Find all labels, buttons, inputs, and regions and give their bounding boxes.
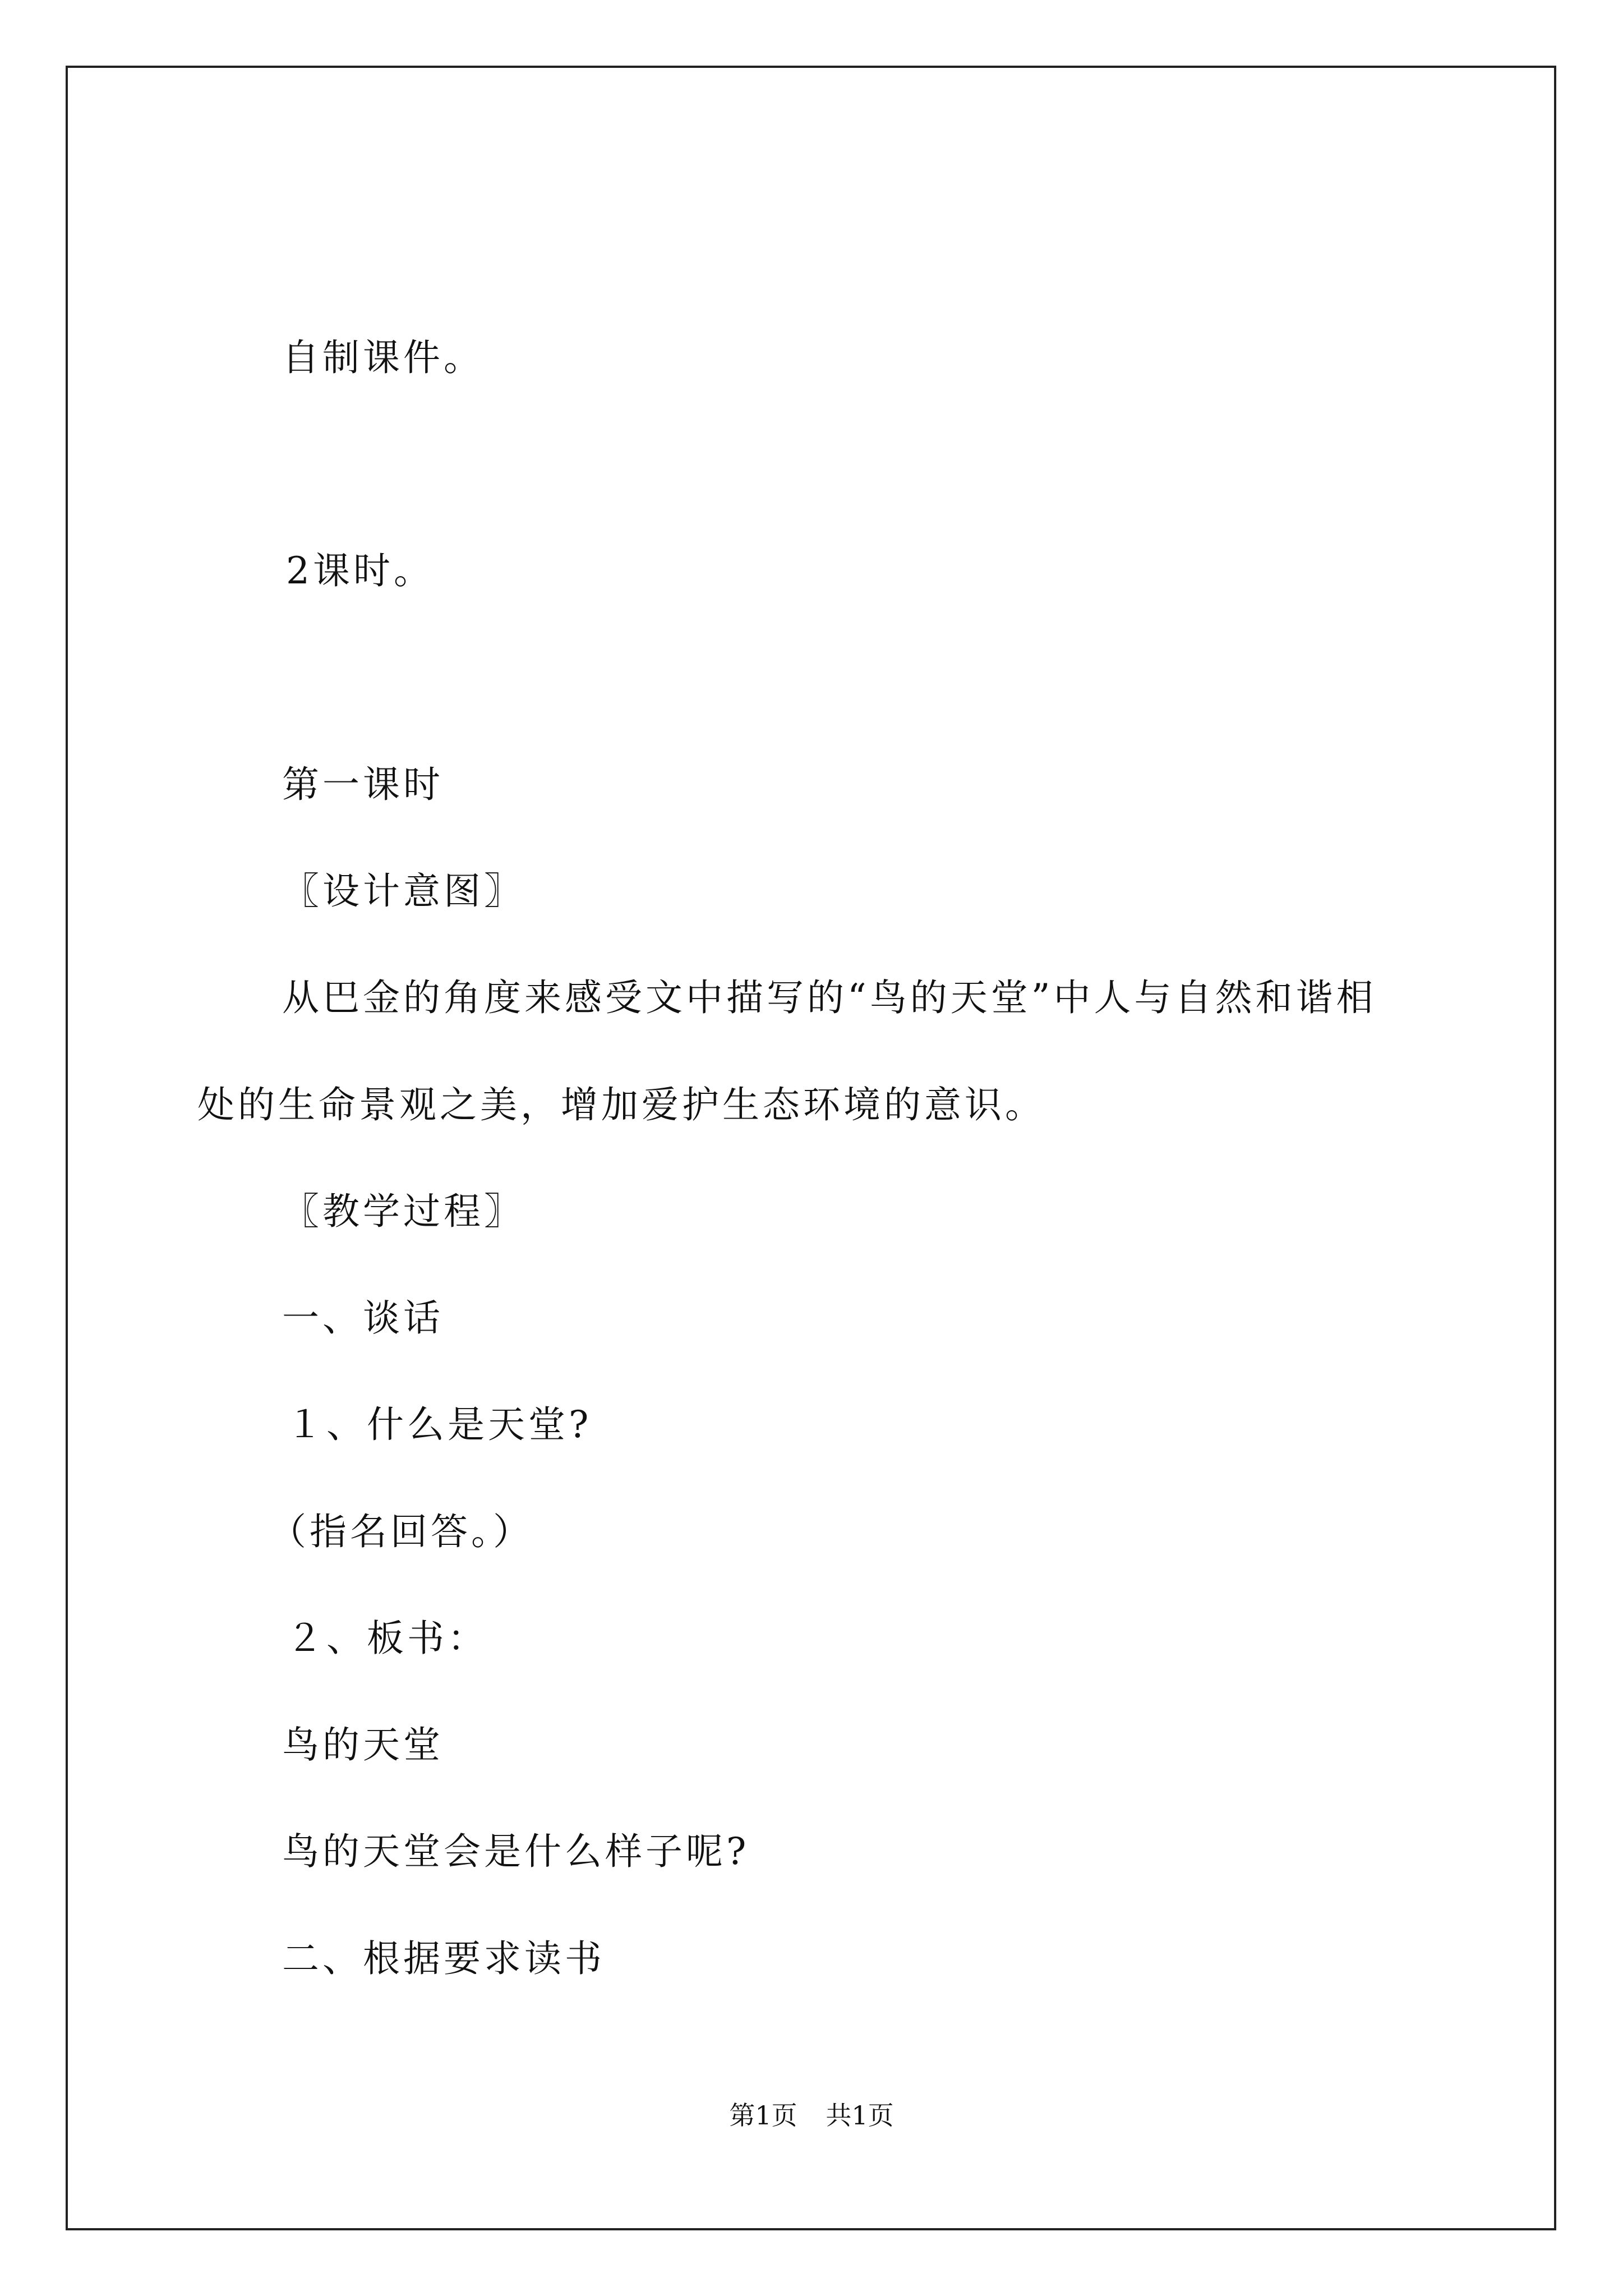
step-heading-reading: 二、根据要求读书 [282, 1937, 605, 1980]
page-number: 第1页 [729, 2100, 797, 2131]
section-heading-design-intent: 〖设计意图〗 [282, 869, 524, 913]
text-line-question: 鸟的天堂会是什么样子呢? [282, 1830, 750, 1873]
list-item-board: ２、板书： [286, 1617, 488, 1660]
page-frame [66, 66, 1556, 2230]
step-heading-talk: 一、谈话 [282, 1296, 444, 1340]
page-total: 共1页 [826, 2100, 894, 2131]
text-line-duration: 2课时。 [286, 549, 434, 592]
page-footer [0, 2100, 1623, 2131]
list-item-question: １、什么是天堂? [286, 1403, 592, 1446]
text-line-materials: 自制课件。 [282, 336, 484, 379]
paragraph-line-2: 处的生命景观之美，增加爱护生态环境的意识。 [197, 1083, 1045, 1126]
board-title: 鸟的天堂 [282, 1723, 444, 1766]
list-item-note: （指名回答。） [269, 1510, 533, 1553]
paragraph-line-1: 从巴金的角度来感受文中描写的“鸟的天堂”中人与自然和谐相 [282, 976, 1377, 1019]
section-heading-teaching-process: 〖教学过程〗 [282, 1190, 524, 1233]
section-heading-first-lesson: 第一课时 [282, 763, 444, 806]
